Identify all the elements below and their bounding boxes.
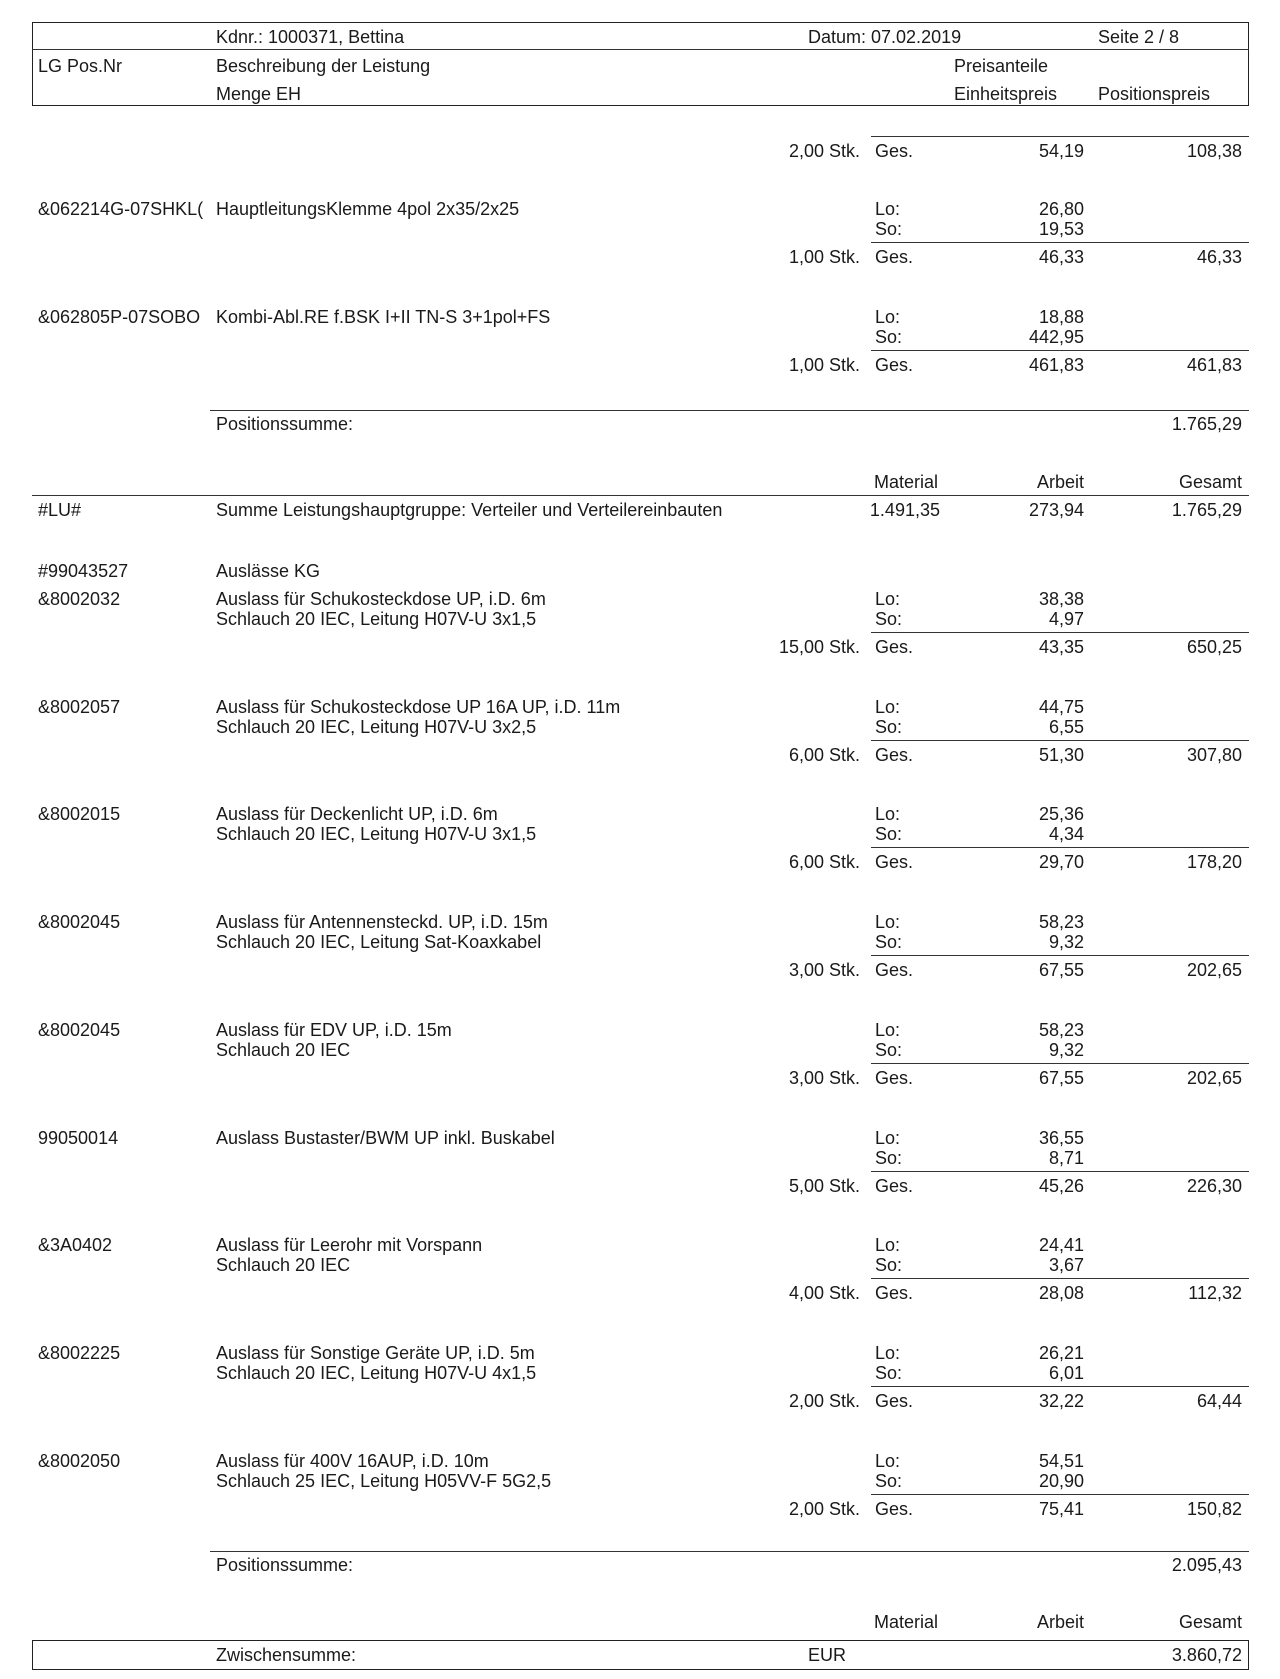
labor-label: Lo:: [875, 1019, 901, 1040]
item-unit-price: 67,55: [1038, 960, 1084, 981]
item-description-detail: Schlauch 20 IEC, Leitung H07V-U 4x1,5: [216, 1362, 537, 1383]
material-price: 3,67: [1048, 1255, 1084, 1276]
subtotal-value: 3.860,72: [1171, 1645, 1242, 1665]
row-total-line: [871, 242, 1249, 243]
material-label: So:: [875, 716, 903, 737]
position-sum-value: 2.095,43: [1171, 1555, 1242, 1575]
material-label: So:: [875, 327, 903, 347]
item-description: Auslass für Deckenlicht UP, i.D. 6m: [216, 804, 498, 825]
material-price: 6,55: [1048, 716, 1084, 737]
labor-label: Lo:: [875, 696, 901, 717]
material-price: 9,32: [1048, 932, 1084, 953]
item-position-number: &062805P-07SOBO: [38, 307, 201, 327]
item-position-price: 150,82: [1186, 1498, 1242, 1519]
material-label: So:: [875, 932, 903, 953]
row-total-line: [871, 1386, 1249, 1387]
item-position-price: 64,44: [1196, 1390, 1242, 1411]
col-header-position-price: Positionspreis: [1098, 84, 1211, 104]
item-description: Auslass für Schukosteckdose UP 16A UP, i.D. 11m: [216, 696, 621, 717]
material-price: 9,32: [1048, 1039, 1084, 1060]
col-header-unit-price: Einheitspreis: [954, 84, 1058, 104]
position-sum-value: 1.765,29: [1171, 414, 1242, 434]
labor-label: Lo:: [875, 1450, 901, 1471]
item-position-number: &8002045: [38, 1019, 121, 1040]
summary-col-total: Gesamt: [1178, 1612, 1242, 1632]
item-total-label: Ges.: [875, 247, 914, 267]
row-total-line: [871, 1063, 1249, 1064]
material-label: So:: [875, 609, 903, 629]
item-position-number: 99050014: [38, 1127, 119, 1148]
labor-label: Lo:: [875, 199, 901, 219]
item-description: Auslass für 400V 16AUP, i.D. 10m: [216, 1450, 489, 1471]
item-unit-price: 29,70: [1038, 852, 1084, 873]
item-total-label: Ges.: [875, 1175, 914, 1196]
labor-label: Lo:: [875, 1235, 901, 1256]
row-total-line: [871, 1171, 1249, 1172]
material-price: 4,97: [1048, 609, 1084, 629]
item-description: Auslass für Antennensteckd. UP, i.D. 15m: [216, 912, 548, 933]
summary-col-total: Gesamt: [1178, 472, 1242, 492]
item-position-number: &8002045: [38, 912, 121, 933]
item-description-detail: Schlauch 20 IEC, Leitung H07V-U 3x1,5: [216, 824, 537, 845]
item-position-price: 202,65: [1186, 1067, 1242, 1088]
labor-label: Lo:: [875, 1127, 901, 1148]
item-description: HauptleitungsKlemme 4pol 2x35/2x25: [216, 199, 520, 219]
item-position-number: &062214G-07SHKL(: [38, 199, 204, 219]
item-description: Auslass für Leerohr mit Vorspann: [216, 1235, 483, 1256]
page-number: Seite 2 / 8: [1098, 27, 1180, 47]
item-total-label: Ges.: [875, 1283, 914, 1304]
col-header-quantity: Menge EH: [216, 84, 302, 104]
item-description-detail: Schlauch 20 IEC: [216, 1255, 351, 1276]
subtotal-line: [210, 1551, 1249, 1552]
labor-price: 58,23: [1038, 1019, 1084, 1040]
row-total-line: [871, 955, 1249, 956]
item-position-number: &8002032: [38, 589, 121, 609]
item-quantity: 5,00 Stk.: [788, 1175, 860, 1196]
labor-price: 18,88: [1038, 307, 1084, 327]
item-position-price: 226,30: [1186, 1175, 1242, 1196]
row-total-line: [871, 740, 1249, 741]
row-total-line: [871, 1278, 1249, 1279]
item-position-price: 650,25: [1186, 637, 1242, 657]
labor-label: Lo:: [875, 804, 901, 825]
subtotal-line: [210, 410, 1249, 411]
item-description-detail: Schlauch 20 IEC, Leitung H07V-U 3x1,5: [216, 609, 537, 629]
item-quantity: 2,00 Stk.: [788, 1498, 860, 1519]
labor-price: 38,38: [1038, 589, 1084, 609]
labor-label: Lo:: [875, 912, 901, 933]
labor-price: 36,55: [1038, 1127, 1084, 1148]
row-total-line: [871, 1494, 1249, 1495]
item-total-label: Ges.: [875, 355, 914, 375]
summary-col-labor: Arbeit: [1036, 472, 1084, 492]
material-price: 19,53: [1038, 219, 1084, 239]
labor-label: Lo:: [875, 1342, 901, 1363]
labor-price: 44,75: [1038, 696, 1084, 717]
material-price: 442,95: [1028, 327, 1084, 347]
labor-price: 26,80: [1038, 199, 1084, 219]
item-description: Auslass für Sonstige Geräte UP, i.D. 5m: [216, 1342, 535, 1363]
item-quantity: 6,00 Stk.: [788, 852, 860, 873]
group-title: Auslässe KG: [216, 561, 321, 581]
item-total-label: Ges.: [875, 637, 914, 657]
item-description-detail: Schlauch 20 IEC, Leitung Sat-Koaxkabel: [216, 932, 542, 953]
item-description-detail: Schlauch 20 IEC, Leitung H07V-U 3x2,5: [216, 716, 537, 737]
col-header-position: LG Pos.Nr: [38, 56, 123, 76]
subtotal-box: [32, 1640, 1249, 1670]
header-divider: [32, 49, 1249, 50]
summary-col-material: Material: [874, 472, 939, 492]
page-header-box: [32, 22, 1249, 106]
item-quantity: 6,00 Stk.: [788, 744, 860, 765]
item-description-detail: Schlauch 25 IEC, Leitung H05VV-F 5G2,5: [216, 1470, 552, 1491]
labor-label: Lo:: [875, 589, 901, 609]
item-quantity: 1,00 Stk.: [788, 355, 860, 375]
item-unit-price: 54,19: [1038, 141, 1084, 161]
main-group-labor: 273,94: [1028, 500, 1084, 520]
item-position-price: 461,83: [1186, 355, 1242, 375]
main-group-total: 1.765,29: [1171, 500, 1242, 520]
item-description: Kombi-Abl.RE f.BSK I+II TN-S 3+1pol+FS: [216, 307, 551, 327]
material-price: 6,01: [1048, 1362, 1084, 1383]
row-total-line: [871, 632, 1249, 633]
item-unit-price: 28,08: [1038, 1283, 1084, 1304]
main-group-material: 1.491,35: [869, 500, 940, 520]
item-quantity: 2,00 Stk.: [788, 1390, 860, 1411]
item-total-label: Ges.: [875, 744, 914, 765]
material-label: So:: [875, 1470, 903, 1491]
item-total-label: Ges.: [875, 1067, 914, 1088]
item-description-detail: Schlauch 20 IEC: [216, 1039, 351, 1060]
summary-col-material: Material: [874, 1612, 939, 1632]
item-quantity: 4,00 Stk.: [788, 1283, 860, 1304]
item-unit-price: 46,33: [1038, 247, 1084, 267]
row-total-line: [871, 350, 1249, 351]
item-quantity: 2,00 Stk.: [788, 141, 860, 161]
labor-price: 25,36: [1038, 804, 1084, 825]
item-position-price: 178,20: [1186, 852, 1242, 873]
main-group-sum-label: Summe Leistungshauptgruppe: Verteiler und Verteilereinbauten: [216, 500, 723, 520]
item-unit-price: 67,55: [1038, 1067, 1084, 1088]
material-label: So:: [875, 1255, 903, 1276]
item-total-label: Ges.: [875, 960, 914, 981]
item-position-number: &8002225: [38, 1342, 121, 1363]
material-label: So:: [875, 1362, 903, 1383]
material-price: 20,90: [1038, 1470, 1084, 1491]
item-position-price: 112,32: [1188, 1283, 1242, 1304]
item-description: Auslass Bustaster/BWM UP inkl. Buskabel: [216, 1127, 555, 1148]
item-unit-price: 45,26: [1038, 1175, 1084, 1196]
item-position-number: &3A0402: [38, 1235, 113, 1256]
material-label: So:: [875, 1039, 903, 1060]
item-quantity: 1,00 Stk.: [788, 247, 860, 267]
document-date: Datum: 07.02.2019: [808, 27, 962, 47]
group-code: #99043527: [38, 561, 129, 581]
item-position-number: &8002057: [38, 696, 121, 717]
labor-price: 54,51: [1038, 1450, 1084, 1471]
item-unit-price: 461,83: [1028, 355, 1084, 375]
item-quantity: 15,00 Stk.: [778, 637, 860, 657]
labor-label: Lo:: [875, 307, 901, 327]
material-price: 8,71: [1048, 1147, 1084, 1168]
subtotal-label: Zwischensumme:: [216, 1645, 357, 1665]
item-unit-price: 32,22: [1038, 1390, 1084, 1411]
material-label: So:: [875, 219, 903, 239]
material-price: 4,34: [1048, 824, 1084, 845]
item-total-label: Ges.: [875, 852, 914, 873]
main-group-code: #LU#: [38, 500, 82, 520]
item-position-number: &8002015: [38, 804, 121, 825]
item-position-number: &8002050: [38, 1450, 121, 1471]
col-header-description: Beschreibung der Leistung: [216, 56, 431, 76]
col-header-price-shares: Preisanteile: [954, 56, 1049, 76]
labor-price: 24,41: [1038, 1235, 1084, 1256]
position-sum-label: Positionssumme:: [216, 1555, 354, 1575]
labor-price: 58,23: [1038, 912, 1084, 933]
summary-col-labor: Arbeit: [1036, 1612, 1084, 1632]
position-sum-label: Positionssumme:: [216, 414, 354, 434]
subtotal-currency: EUR: [808, 1645, 847, 1665]
item-position-price: 46,33: [1196, 247, 1242, 267]
material-label: So:: [875, 824, 903, 845]
item-total-label: Ges.: [875, 1498, 914, 1519]
item-position-price: 307,80: [1186, 744, 1242, 765]
item-total-label: Ges.: [875, 1390, 914, 1411]
row-total-line: [871, 847, 1249, 848]
material-label: So:: [875, 1147, 903, 1168]
item-position-price: 202,65: [1186, 960, 1242, 981]
item-position-price: 108,38: [1186, 141, 1242, 161]
item-unit-price: 75,41: [1038, 1498, 1084, 1519]
labor-price: 26,21: [1038, 1342, 1084, 1363]
item-unit-price: 51,30: [1038, 744, 1084, 765]
item-total-label: Ges.: [875, 141, 914, 161]
item-unit-price: 43,35: [1038, 637, 1084, 657]
customer-number: Kdnr.: 1000371, Bettina: [216, 27, 405, 47]
summary-line: [32, 495, 1249, 496]
item-quantity: 3,00 Stk.: [788, 960, 860, 981]
item-description: Auslass für Schukosteckdose UP, i.D. 6m: [216, 589, 546, 609]
row-total-line: [871, 136, 1249, 137]
item-quantity: 3,00 Stk.: [788, 1067, 860, 1088]
item-description: Auslass für EDV UP, i.D. 15m: [216, 1019, 452, 1040]
